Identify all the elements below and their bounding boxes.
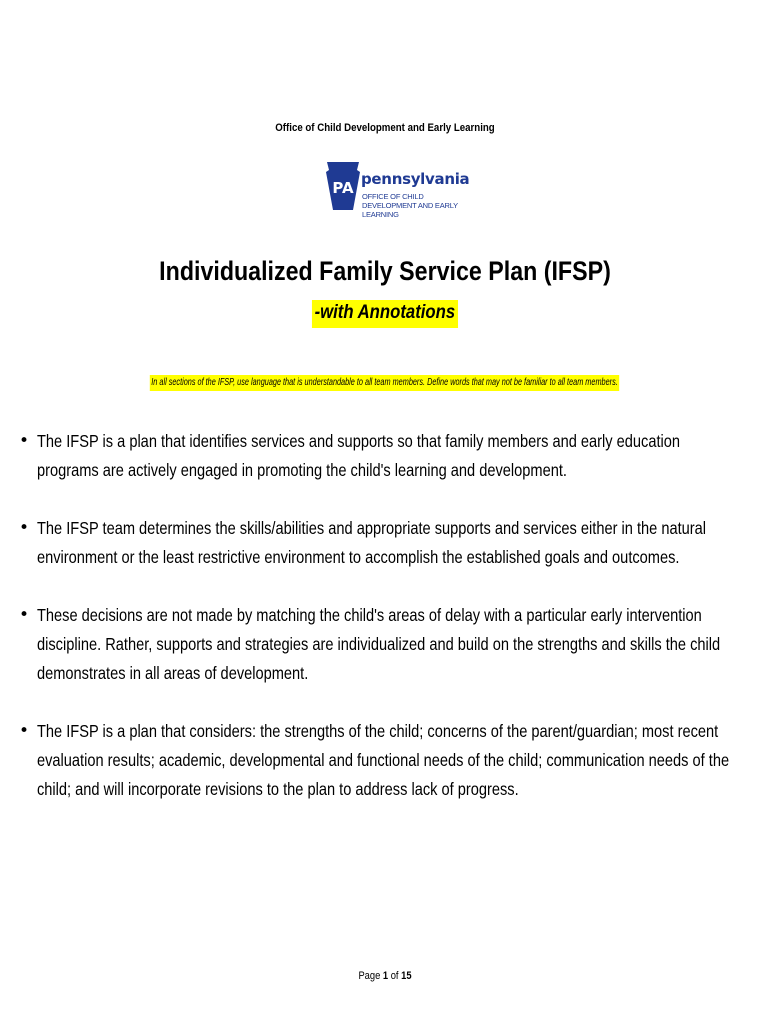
- office-header: Office of Child Development and Early Learning: [275, 122, 495, 134]
- bullet-text: The IFSP team determines the skills/abilities and appropriate supports and services either in the natural environment or the least restrictive environment to accomplish the established goals and outcomes.: [37, 518, 707, 567]
- page-label: Page: [358, 970, 381, 982]
- document-subtitle: -with Annotations: [312, 300, 458, 328]
- page-total: 15: [401, 970, 412, 982]
- keystone-icon: [325, 160, 361, 212]
- page-number: 1: [382, 970, 389, 982]
- logo-wordmark: pennsylvania: [361, 170, 470, 188]
- of-label: of: [390, 970, 399, 982]
- logo-subline: OFFICE OF CHILD DEVELOPMENT AND EARLY LEARNING: [362, 192, 458, 219]
- bullet-icon: •: [19, 518, 30, 538]
- ifsp-bullet-list: [0, 427, 770, 833]
- bullet-icon: •: [19, 431, 30, 451]
- bullet-item: [0, 514, 770, 572]
- logo-mark: PA: [332, 179, 354, 197]
- pennsylvania-logo: [325, 160, 475, 219]
- bullet-text: The IFSP is a plan that considers: the strengths of the child; concerns of the parent/guardian; most recent evaluation results; academic, developmental and functional needs of the child; communication needs of the child; and will incorporate revisions to the plan to address lack of progress.: [37, 721, 730, 799]
- language-note: In all sections of the IFSP, use language that is understandable to all team members. Define words that may not be familiar to all team members.: [150, 375, 619, 391]
- bullet-icon: •: [19, 721, 30, 741]
- bullet-text: The IFSP is a plan that identifies services and supports so that family members and early education programs are actively engaged in promoting the child's learning and development.: [37, 431, 681, 480]
- bullet-text: These decisions are not made by matching the child's areas of delay with a particular early intervention discipline. Rather, supports and strategies are individualized and build on the strengths and skills the child demonstrates in all areas of development.: [37, 605, 721, 683]
- bullet-item: [0, 601, 770, 688]
- document-title: Individualized Family Service Plan (IFSP): [159, 256, 611, 286]
- page-footer: [58, 970, 713, 982]
- bullet-item: [0, 717, 770, 804]
- bullet-icon: •: [19, 605, 30, 625]
- bullet-item: [0, 427, 770, 485]
